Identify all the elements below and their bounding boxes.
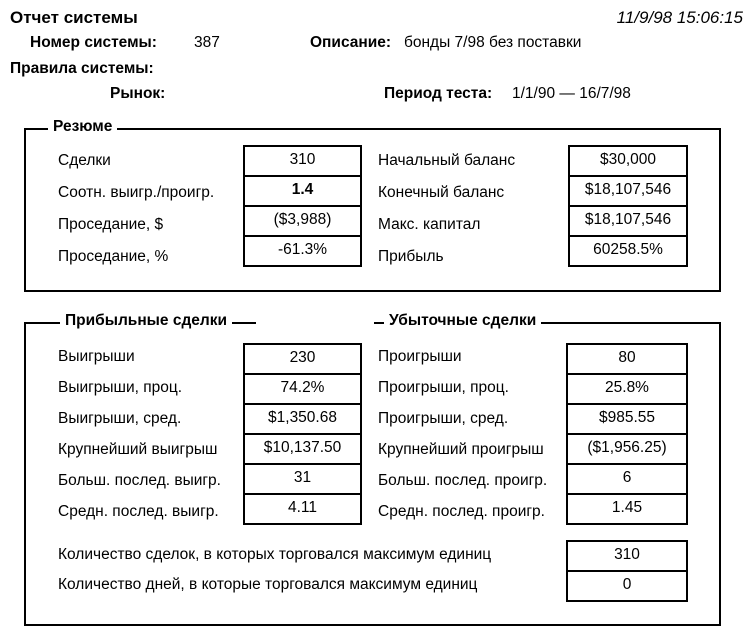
summary-value-trades: 310 <box>243 145 362 177</box>
loss-value-avg: $985.55 <box>566 403 688 435</box>
description-value: бонды 7/98 без поставки <box>404 34 582 51</box>
win-value-avg-consec: 4.11 <box>243 493 362 525</box>
market-label: Рынок: <box>110 85 166 102</box>
legend-gap <box>256 322 374 324</box>
summary-value-drawdown-pct: -61.3% <box>243 235 362 267</box>
loss-label-max-consec: Больш. послед. проигр. <box>378 472 548 489</box>
system-number-label: Номер системы: <box>30 34 157 51</box>
winning-trades-legend: Прибыльные сделки <box>60 312 232 330</box>
loss-label-largest: Крупнейший проигрыш <box>378 441 544 458</box>
win-value-count: 230 <box>243 343 362 375</box>
summary-value-winloss: 1.4 <box>243 175 362 207</box>
report-datetime: 11/9/98 15:06:15 <box>616 8 743 27</box>
loss-value-largest: ($1,956.25) <box>566 433 688 465</box>
description-label: Описание: <box>310 34 392 51</box>
summary-value-drawdown-usd: ($3,988) <box>243 205 362 237</box>
loss-label-avg: Проигрыши, сред. <box>378 410 509 427</box>
loss-label-avg-consec: Средн. послед. проигр. <box>378 503 545 520</box>
system-number-value: 387 <box>194 34 220 51</box>
loss-label-pct: Проигрыши, проц. <box>378 379 509 396</box>
max-units-trades-label: Количество сделок, в которых торговался максимум единиц <box>58 546 492 563</box>
win-value-largest: $10,137.50 <box>243 433 362 465</box>
max-units-trades-value: 310 <box>566 540 688 572</box>
max-units-days-value: 0 <box>566 570 688 602</box>
summary-label-end-balance: Конечный баланс <box>378 184 505 201</box>
win-value-max-consec: 31 <box>243 463 362 495</box>
summary-legend: Резюме <box>48 118 117 136</box>
summary-value-end-balance: $18,107,546 <box>568 175 688 207</box>
losing-trades-legend: Убыточные сделки <box>384 312 541 330</box>
win-label-avg: Выигрыши, сред. <box>58 410 182 427</box>
win-label-avg-consec: Средн. послед. выигр. <box>58 503 219 520</box>
summary-value-max-capital: $18,107,546 <box>568 205 688 237</box>
summary-value-profit: 60258.5% <box>568 235 688 267</box>
win-label-max-consec: Больш. послед. выигр. <box>58 472 221 489</box>
summary-label-max-capital: Макс. капитал <box>378 216 481 233</box>
summary-label-profit: Прибыль <box>378 248 444 265</box>
win-label-largest: Крупнейший выигрыш <box>58 441 218 458</box>
summary-label-trades: Сделки <box>58 152 111 169</box>
loss-value-pct: 25.8% <box>566 373 688 405</box>
report-title: Отчет системы <box>10 8 138 27</box>
summary-value-start-balance: $30,000 <box>568 145 688 177</box>
win-value-pct: 74.2% <box>243 373 362 405</box>
loss-value-avg-consec: 1.45 <box>566 493 688 525</box>
summary-label-drawdown-usd: Проседание, $ <box>58 216 164 233</box>
loss-value-max-consec: 6 <box>566 463 688 495</box>
win-label-count: Выигрыши <box>58 348 135 365</box>
rules-label: Правила системы: <box>10 60 154 77</box>
win-value-avg: $1,350.68 <box>243 403 362 435</box>
loss-label-count: Проигрыши <box>378 348 462 365</box>
summary-label-drawdown-pct: Проседание, % <box>58 248 169 265</box>
win-label-pct: Выигрыши, проц. <box>58 379 183 396</box>
summary-label-winloss: Соотн. выигр./проигр. <box>58 184 215 201</box>
summary-label-start-balance: Начальный баланс <box>378 152 516 169</box>
test-period-value: 1/1/90 — 16/7/98 <box>512 85 631 102</box>
loss-value-count: 80 <box>566 343 688 375</box>
max-units-days-label: Количество дней, в которые торговался максимум единиц <box>58 576 478 593</box>
test-period-label: Период теста: <box>384 85 493 102</box>
